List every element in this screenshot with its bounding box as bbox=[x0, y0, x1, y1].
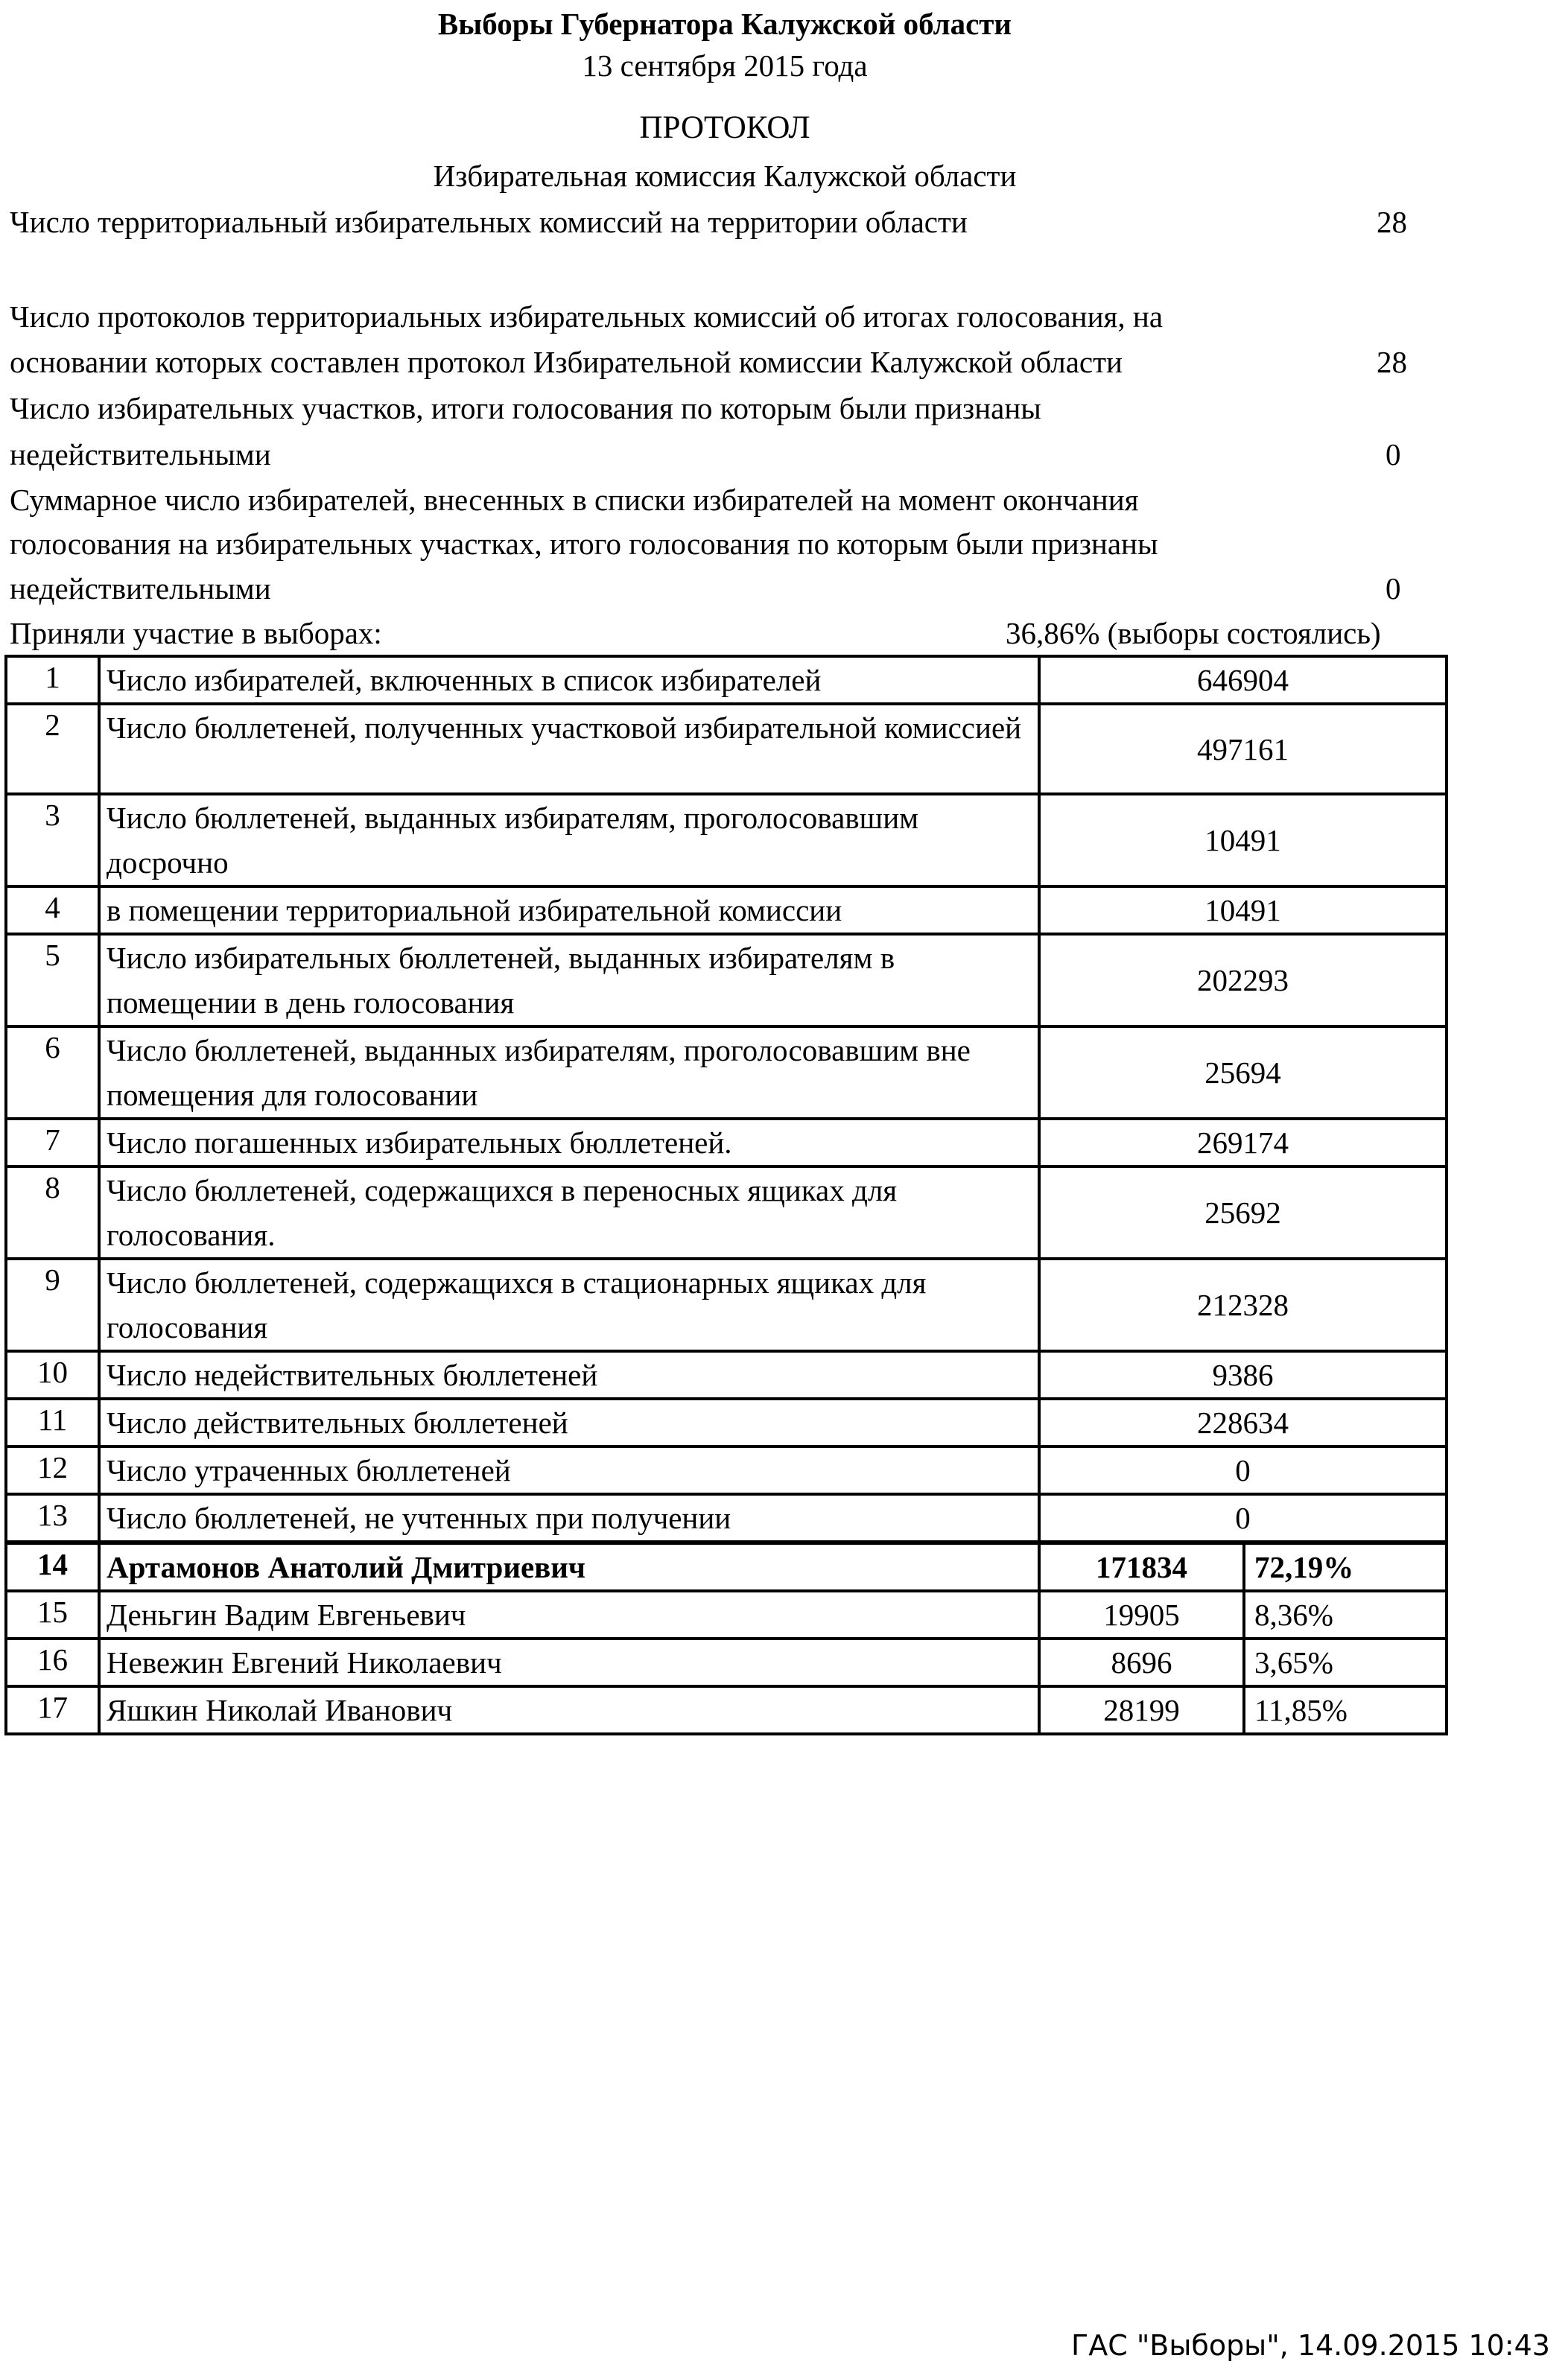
row-value: 9386 bbox=[1039, 1351, 1447, 1399]
footer-stamp: ГАС "Выборы", 14.09.2015 10:43 bbox=[1071, 2329, 1550, 2362]
candidate-name: Невежин Евгений Николаевич bbox=[99, 1639, 1039, 1686]
row-number: 7 bbox=[6, 1119, 99, 1166]
table-row bbox=[6, 934, 1447, 1026]
row-number: 5 bbox=[6, 934, 99, 1026]
turnout-value: 36,86% (выборы состоялись) bbox=[1006, 616, 1381, 650]
table-row bbox=[6, 656, 1447, 704]
table-row bbox=[6, 704, 1447, 794]
row-value: 228634 bbox=[1039, 1399, 1447, 1446]
protocol-table bbox=[4, 655, 1448, 1543]
table-row bbox=[6, 794, 1447, 886]
row-label: Число бюллетеней, содержащихся в переносных ящиках для голосования. bbox=[99, 1166, 1039, 1259]
candidate-votes: 19905 bbox=[1039, 1591, 1244, 1639]
row-number: 13 bbox=[6, 1494, 99, 1542]
row-label: Число недействительных бюллетеней bbox=[99, 1351, 1039, 1399]
protocols-label-line1: Число протоколов территориальных избирательных комиссий об итогах голосования, на bbox=[10, 299, 1164, 334]
row-label: в помещении территориальной избирательной комиссии bbox=[99, 886, 1039, 934]
table-row bbox=[6, 1119, 1447, 1166]
candidate-number: 17 bbox=[6, 1686, 99, 1734]
row-label: Число бюллетеней, выданных избирателям, проголосовавшим досрочно bbox=[99, 794, 1039, 886]
candidate-percent: 3,65% bbox=[1244, 1639, 1447, 1686]
row-number: 4 bbox=[6, 886, 99, 934]
election-date: 13 сентября 2015 года bbox=[582, 48, 868, 83]
row-value: 212328 bbox=[1039, 1259, 1447, 1351]
candidate-name: Артамонов Анатолий Дмитриевич bbox=[99, 1543, 1039, 1591]
candidate-name: Яшкин Николай Иванович bbox=[99, 1686, 1039, 1734]
candidate-percent: 8,36% bbox=[1244, 1591, 1447, 1639]
total-voters-line2: голосования на избирательных участках, итого голосования по которым были признаны bbox=[10, 527, 1158, 561]
row-number: 11 bbox=[6, 1399, 99, 1446]
row-label: Число утраченных бюллетеней bbox=[99, 1446, 1039, 1494]
protocol-heading: ПРОТОКОЛ bbox=[639, 110, 810, 145]
row-label: Число бюллетеней, полученных участковой избирательной комиссией bbox=[99, 704, 1039, 794]
protocols-label-line2: основании которых составлен протокол Избирательной комиссии Калужской области bbox=[10, 345, 1123, 379]
candidate-votes: 171834 bbox=[1039, 1543, 1244, 1591]
row-number: 9 bbox=[6, 1259, 99, 1351]
total-voters-line3: недействительными bbox=[10, 571, 271, 606]
document-title: Выборы Губернатора Калужской области bbox=[437, 7, 1012, 41]
row-label: Число бюллетеней, выданных избирателям, проголосовавшим вне помещения для голосовании bbox=[99, 1026, 1039, 1119]
row-number: 1 bbox=[6, 656, 99, 704]
table-row bbox=[6, 1351, 1447, 1399]
candidate-row bbox=[6, 1639, 1447, 1686]
candidate-row bbox=[6, 1591, 1447, 1639]
candidate-number: 14 bbox=[6, 1543, 99, 1591]
row-label: Число погашенных избирательных бюллетеней. bbox=[99, 1119, 1039, 1166]
row-value: 25692 bbox=[1039, 1166, 1447, 1259]
row-label: Число избирательных бюллетеней, выданных избирателям в помещении в день голосования bbox=[99, 934, 1039, 1026]
table-row bbox=[6, 1494, 1447, 1542]
total-voters-value: 0 bbox=[1386, 571, 1401, 606]
row-label: Число бюллетеней, содержащихся в стационарных ящиках для голосования bbox=[99, 1259, 1039, 1351]
invalid-precincts-line2: недействительными bbox=[10, 437, 271, 471]
candidate-votes: 28199 bbox=[1039, 1686, 1244, 1734]
candidate-percent: 72,19% bbox=[1244, 1543, 1447, 1591]
candidate-row bbox=[6, 1686, 1447, 1734]
protocols-value: 28 bbox=[1377, 345, 1407, 379]
row-number: 8 bbox=[6, 1166, 99, 1259]
candidates-table bbox=[4, 1542, 1448, 1735]
candidate-row bbox=[6, 1543, 1447, 1591]
table-row bbox=[6, 1259, 1447, 1351]
row-label: Число действительных бюллетеней bbox=[99, 1399, 1039, 1446]
row-number: 10 bbox=[6, 1351, 99, 1399]
row-value: 10491 bbox=[1039, 886, 1447, 934]
candidate-number: 16 bbox=[6, 1639, 99, 1686]
invalid-precincts-line1: Число избирательных участков, итоги голосования по которым были признаны bbox=[10, 391, 1041, 425]
candidate-percent: 11,85% bbox=[1244, 1686, 1447, 1734]
row-label: Число избирателей, включенных в список избирателей bbox=[99, 656, 1039, 704]
tik-count-label: Число территориальный избирательных комиссий на территории области bbox=[10, 205, 968, 239]
invalid-precincts-value: 0 bbox=[1386, 437, 1401, 471]
tik-count-value: 28 bbox=[1377, 205, 1407, 239]
row-value: 0 bbox=[1039, 1494, 1447, 1542]
turnout-label: Приняли участие в выборах: bbox=[10, 616, 382, 650]
table-row bbox=[6, 1166, 1447, 1259]
row-number: 6 bbox=[6, 1026, 99, 1119]
candidate-number: 15 bbox=[6, 1591, 99, 1639]
table-row bbox=[6, 1026, 1447, 1119]
row-number: 2 bbox=[6, 704, 99, 794]
row-value: 0 bbox=[1039, 1446, 1447, 1494]
table-row bbox=[6, 1399, 1447, 1446]
row-number: 3 bbox=[6, 794, 99, 886]
row-value: 269174 bbox=[1039, 1119, 1447, 1166]
candidate-votes: 8696 bbox=[1039, 1639, 1244, 1686]
row-value: 202293 bbox=[1039, 934, 1447, 1026]
row-value: 497161 bbox=[1039, 704, 1447, 794]
row-value: 25694 bbox=[1039, 1026, 1447, 1119]
candidate-name: Деньгин Вадим Евгеньевич bbox=[99, 1591, 1039, 1639]
row-value: 10491 bbox=[1039, 794, 1447, 886]
commission-name: Избирательная комиссия Калужской области bbox=[433, 159, 1017, 193]
row-label: Число бюллетеней, не учтенных при получении bbox=[99, 1494, 1039, 1542]
total-voters-line1: Суммарное число избирателей, внесенных в списки избирателей на момент окончания bbox=[10, 483, 1139, 517]
row-value: 646904 bbox=[1039, 656, 1447, 704]
row-number: 12 bbox=[6, 1446, 99, 1494]
table-row bbox=[6, 886, 1447, 934]
table-row bbox=[6, 1446, 1447, 1494]
